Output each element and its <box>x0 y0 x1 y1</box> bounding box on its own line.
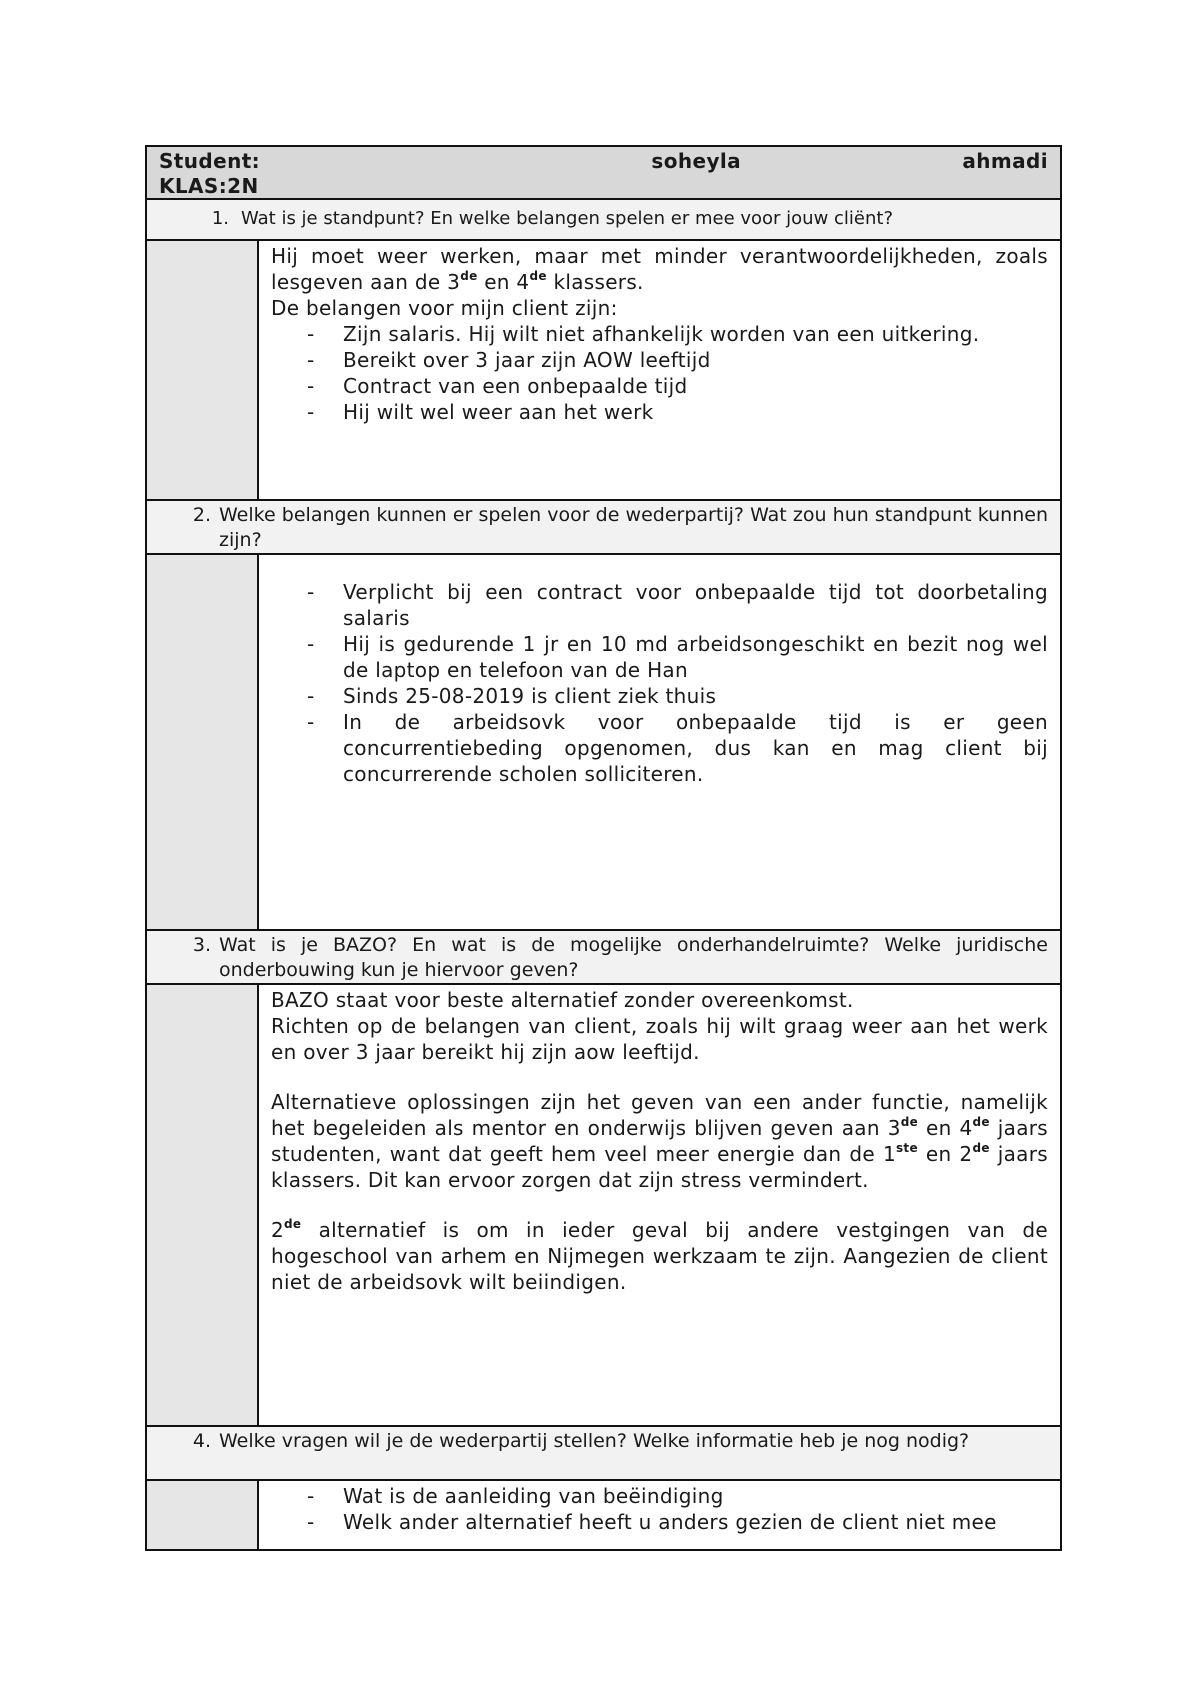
question-text: Wat is je standpunt? En welke belangen spelen er mee voor jouw cliënt? <box>241 208 894 229</box>
list-item: - Wat is de aanleiding van beëindiging <box>307 1484 724 1508</box>
list-item: - In de arbeidsovk voor onbepaalde tijd is er geen concurrentiebeding opgenomen, dus kan en mag client bij concurrerende scholen solliciteren. <box>307 710 1048 786</box>
klas-label: KLAS:2N <box>159 174 259 198</box>
answer-1-belangen-intro: De belangen voor mijn client zijn: <box>271 296 618 320</box>
list-item: - Welk ander alternatief heeft u anders gezien de client niet mee <box>307 1510 997 1534</box>
list-item: - Hij is gedurende 1 jr en 10 md arbeidsongeschikt en bezit nog wel de laptop en telefoon van de Han <box>307 632 1048 682</box>
answer-margin-cell <box>147 241 259 499</box>
alternatives-paragraph: Alternatieve oplossingen zijn het geven van een ander functie, namelijk het begeleiden als mentor en onderwijs blijven geven aan 3de en 4de jaars studenten, want dat geeft hem veel meer energie dan de 1ste en 2de jaars klassers. Dit kan ervoor zorgen dat zijn stress vermindert. <box>271 1090 1048 1192</box>
answer-margin-cell <box>147 1481 259 1549</box>
student-label: Student: <box>159 149 261 173</box>
second-alternative-paragraph: 2de alternatief is om in ieder geval bij andere vestgingen van de hogeschool van arhem en Nijmegen werkzaam te zijn. Aangezien de client niet de arbeidsovk wilt beiindigen. <box>271 1217 1048 1294</box>
answer-2-bullets <box>271 579 1048 787</box>
answer-margin-cell <box>147 555 259 929</box>
belangen-paragraph: Richten op de belangen van client, zoals hij wilt graag weer aan het werk en over 3 jaar bereikt hij zijn aow leeftijd. <box>271 1014 1048 1064</box>
question-number: 2. <box>192 504 211 526</box>
answer-3 <box>147 985 1060 1427</box>
answer-margin-cell <box>147 985 259 1425</box>
question-text: Welke belangen kunnen er spelen voor de wederpartij? Wat zou hun standpunt kunnen zijn? <box>219 504 1048 551</box>
question-text: Welke vragen wil je de wederpartij stellen? Welke informatie heb je nog nodig? <box>219 1430 970 1452</box>
answer-1-text <box>259 241 1060 499</box>
answer-4-bullets <box>271 1483 1048 1535</box>
student-header <box>147 147 1060 200</box>
list-item: - Zijn salaris. Hij wilt niet afhankelijk worden van een uitkering. <box>307 322 980 346</box>
list-item: - Verplicht bij een contract voor onbepaalde tijd tot doorbetaling salaris <box>307 580 1048 630</box>
question-number: 1. <box>211 208 229 229</box>
question-number: 4. <box>192 1430 211 1452</box>
student-first-name: soheyla <box>651 149 742 173</box>
list-item: - Contract van een onbepaalde tijd <box>307 374 688 398</box>
list-item: - Sinds 25-08-2019 is client ziek thuis <box>307 684 717 708</box>
student-last-name: ahmadi <box>962 149 1048 173</box>
answer-1-bullets <box>271 321 1048 425</box>
question-3 <box>147 931 1060 985</box>
bazo-definition: BAZO staat voor beste alternatief zonder overeenkomst. <box>271 988 854 1012</box>
answer-1-intro-paragraph: Hij moet weer werken, maar met minder verantwoordelijkheden, zoals lesgeven aan de 3de en 4de klassers. <box>271 244 1048 294</box>
worksheet-table <box>145 145 1062 1551</box>
question-number: 3. <box>192 934 211 956</box>
answer-1 <box>147 241 1060 501</box>
answer-2-text <box>259 555 1060 929</box>
answer-2 <box>147 555 1060 931</box>
answer-4-text <box>259 1481 1060 1549</box>
question-2 <box>147 501 1060 555</box>
question-1 <box>147 200 1060 241</box>
answer-3-text <box>259 985 1060 1425</box>
list-item: - Bereikt over 3 jaar zijn AOW leeftijd <box>307 348 711 372</box>
student-line <box>159 149 1048 174</box>
list-item: - Hij wilt wel weer aan het werk <box>307 400 654 424</box>
answer-4 <box>147 1481 1060 1549</box>
question-text: Wat is je BAZO? En wat is de mogelijke onderhandelruimte? Welke juridische onderbouwing kun je hiervoor geven? <box>219 934 1048 981</box>
question-4 <box>147 1427 1060 1481</box>
